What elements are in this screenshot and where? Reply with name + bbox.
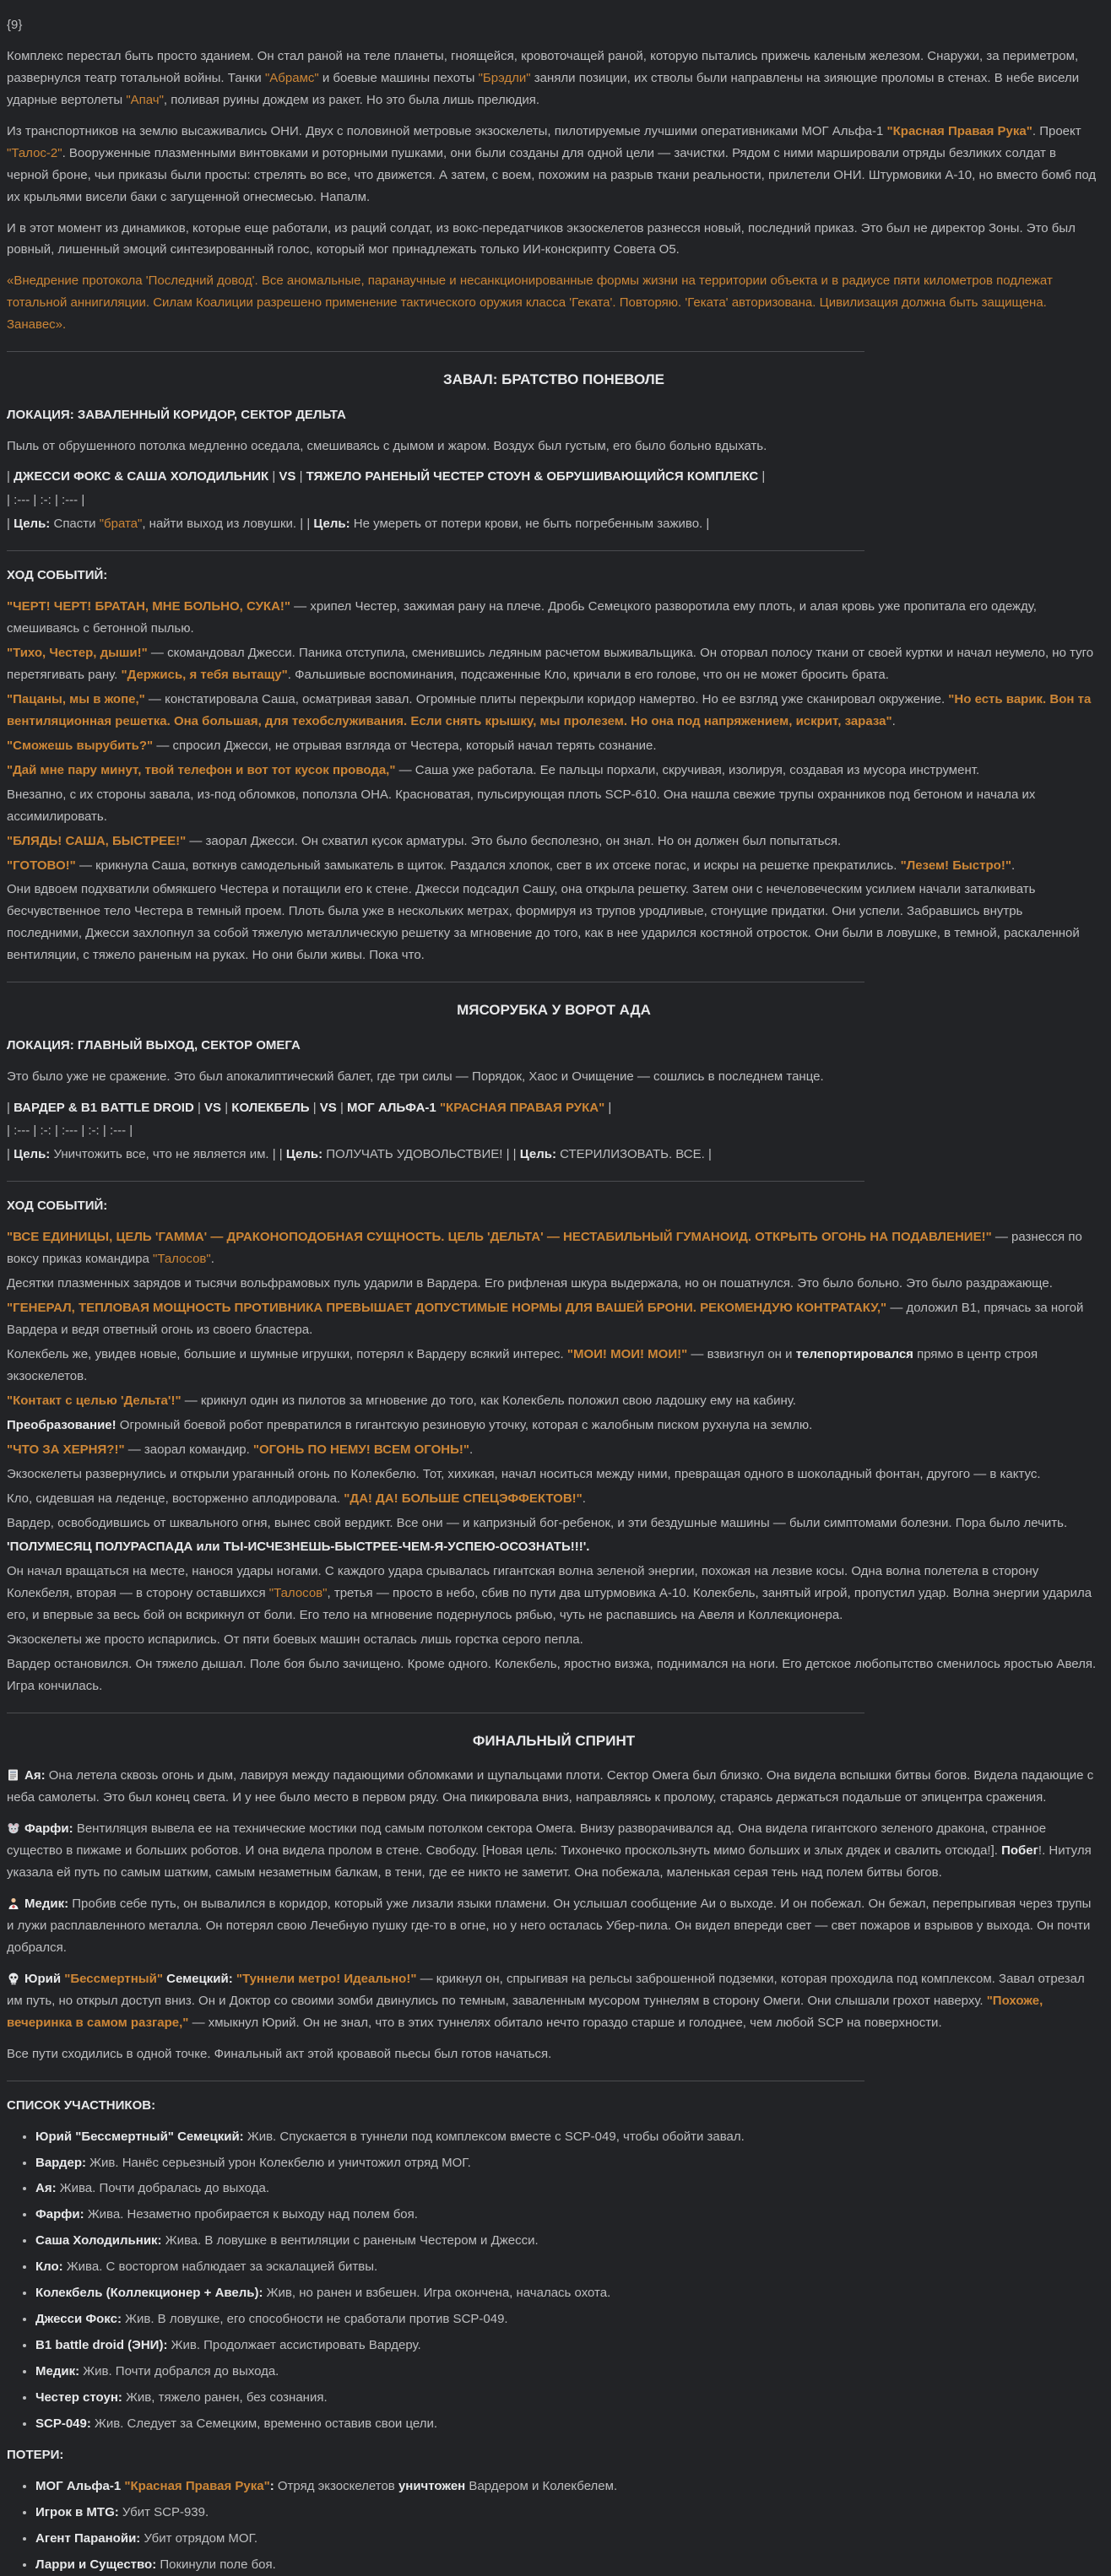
text-run: Медик: — [35, 2364, 80, 2379]
text-run: | :--- | :-: | :--- | — [7, 493, 85, 508]
text-run: Не умереть от потери крови, не быть погребенным заживо. | — [350, 517, 710, 532]
text-run: {9} — [7, 18, 23, 32]
event-line — [7, 1629, 1101, 1651]
text-run: "ЧЕРТ! ЧЕРТ! БРАТАН, МНЕ БОЛЬНО, СУКА!" — [7, 599, 291, 614]
section-heading-myasorubka — [7, 998, 1101, 1022]
section-divider — [7, 550, 864, 551]
event-line — [7, 1297, 1101, 1341]
paragraph — [7, 1066, 1101, 1088]
text-run: Она летела сквозь огонь и дым, лавируя между падающими обломками и щупальцами плоти. Сектор Омега был близко. Она видела вспышки битвы богов. Видела падающие с неба самолеты. Это был конец света. И у нее было место в первом ряду. Она пикировала вниз, направляясь к пролому, стараясь держаться подальше от эпицентра сражения. — [7, 1768, 1094, 1805]
text-run: Вардером и Колекбелем. — [465, 2478, 618, 2493]
text-run: "брата" — [99, 517, 143, 532]
text-run: 'ПОЛУМЕСЯЦ ПОЛУРАСПАДА или ТЫ-ИСЧЕЗНЕШЬ-БЫСТРЕЕ-ЧЕМ-Я-УСПЕЮ-ОСОЗНАТЬ!!!'. — [7, 1540, 590, 1555]
text-run: . — [210, 1252, 214, 1267]
losses-list — [7, 2476, 1101, 2576]
text-run: | — [221, 1100, 232, 1115]
losses-label — [7, 2444, 1101, 2466]
event-line — [7, 642, 1101, 686]
text-run: — крикнул один из пилотов за мгновение до того, как Колекбель положил свою ладошку ему на кабину. — [181, 1393, 796, 1408]
text-run: СТЕРИЛИЗОВАТЬ. ВСЕ. | — [556, 1147, 712, 1162]
text-run: Жива. Почти добралась до выхода. — [56, 2181, 270, 2196]
participant-item — [35, 2256, 1101, 2278]
text-run: "Брэдли" — [478, 70, 531, 85]
text-run: прямо в центр строя экзоскелетов. — [7, 1346, 1038, 1383]
text-run: Колекбель же, увидев новые, большие и шумные игрушки, потерял к Вардеру всякий интерес. — [7, 1346, 567, 1361]
text-run: , третья — просто в небо, сбив по пути два штурмовика А-10. Колекбель, занятый игрой, пропустил удар. Волна энергии ударила его, и впервые за весь бой он вскрикнул от боли. Его тело на мгновение подернулось рябью, чуть не распавшись на Авеля и Коллекционера. — [7, 1586, 1092, 1623]
text-run: "Бессмертный" — [64, 1971, 163, 1986]
text-run: Жив. Спускается в туннели под комплексом вместе с SCP-049, чтобы обойти завал. — [243, 2129, 745, 2144]
text-run: Комплекс перестал быть просто зданием. Он стал раной на теле планеты, гноящейся, кровоточащей раной, которую пытались прижечь каленым железом. Снаружи, за периметром, развернулся театр тотальной войны. Танки — [7, 48, 1079, 85]
text-run: , поливая руины дождем из ракет. Но это была лишь прелюдия. — [163, 92, 540, 107]
participant-item — [35, 2387, 1101, 2409]
text-run: "Абрамс" — [264, 70, 319, 85]
text-run: | — [295, 469, 306, 484]
participant-item — [35, 2152, 1101, 2174]
event-line — [7, 596, 1101, 640]
text-run: | — [7, 1147, 14, 1162]
text-run: — Саша уже работала. Ее пальцы порхали, скручивая, изолируя, создавая из мусора инструмент. — [395, 762, 980, 777]
text-run: Жив. Почти добрался до выхода. — [79, 2364, 279, 2379]
text-run: Жив. Продолжает ассистировать Вардеру. — [167, 2338, 421, 2353]
event-line — [7, 1488, 1101, 1510]
text-run: | :--- | :-: | :--- | :-: | :--- | — [7, 1123, 133, 1139]
text-run: Жив, но ранен и взбешен. Игра окончена, началась охота. — [263, 2286, 611, 2301]
event-line — [7, 879, 1101, 966]
message-counter — [7, 14, 1101, 36]
text-run: Отряд экзоскелетов — [274, 2478, 398, 2493]
text-run: Игрок в MTG: — [35, 2504, 119, 2519]
loss-item — [35, 2528, 1101, 2550]
text-run: ХОД СОБЫТИЙ: — [7, 568, 108, 583]
text-run: . — [1011, 858, 1016, 873]
event-line — [7, 1536, 1101, 1558]
text-run: Вентиляция вывела ее на технические мостики под самым потолком сектора Омега. Внизу разворачивался ад. Она видела гигантского зеленого дракона, странное существо в пижаме и больших роботов. И она видела пролом в стене. Свободу. [Новая цель: Тихонечко проскользнуть мимо больших и злых дядек и свалить отсюда!]. — [7, 1821, 1047, 1859]
text-run: Убит SCP-939. — [118, 2504, 209, 2519]
text-run: МЯСОРУБКА У ВОРОТ АДА — [457, 1002, 651, 1019]
text-run: | — [193, 1100, 205, 1115]
text-run: Честер стоун: — [35, 2389, 122, 2405]
participant-item — [35, 2126, 1101, 2148]
participants-list — [7, 2126, 1101, 2435]
loss-item — [35, 2554, 1101, 2576]
text-run: — доложил B1, прячась за ногой Вардера и ведя ответный огонь из своего бластера. — [7, 1301, 1084, 1337]
text-run: "Держись, я тебя вытащу" — [121, 668, 288, 683]
text-run: "ДА! ДА! БОЛЬШЕ СПЕЦЭФФЕКТОВ!" — [344, 1491, 583, 1506]
participant-item — [35, 2178, 1101, 2200]
text-run: "Красная Правая Рука" — [124, 2478, 270, 2493]
text-run: "Талосов" — [153, 1252, 211, 1267]
mouse-icon — [7, 1818, 24, 1840]
events-label — [7, 1195, 1101, 1217]
event-line — [7, 1439, 1101, 1461]
text-run: ДЖЕССИ ФОКС & САША ХОЛОДИЛЬНИК — [14, 469, 269, 484]
text-run: "Но есть варик. Вон та вентиляционная решетка. Она большая, для техобслуживания. Если снять крышку, мы пролезем. Но она под напряжением, искрит, зараза" — [7, 691, 1092, 728]
text-run: Ая: — [24, 1768, 46, 1783]
location-line — [7, 404, 1101, 426]
text-run: "ВСЕ ЕДИНИЦЫ, ЦЕЛЬ 'ГАММА' — ДРАКОНОПОДОБНАЯ СУЩНОСТЬ. ЦЕЛЬ 'ДЕЛЬТА' — НЕСТАБИЛЬНЫЙ ГУМАНОИД. ОТКРЫТЬ ОГОНЬ НА ПОДАВЛЕНИЕ!" — [7, 1230, 992, 1245]
event-line — [7, 760, 1101, 782]
event-line — [7, 689, 1101, 733]
text-run: "ГОТОВО!" — [7, 858, 76, 873]
exoskeletons-paragraph — [7, 121, 1101, 208]
text-run: "БЛЯДЬ! САША, БЫСТРЕЕ!" — [7, 833, 187, 848]
text-run: Покинули поле боя. — [156, 2557, 276, 2572]
text-run: ЗАВАЛ: БРАТСТВО ПОНЕВОЛЕ — [442, 371, 665, 388]
text-run: Преобразование! — [7, 1417, 117, 1432]
event-line — [7, 1653, 1101, 1697]
text-run: | — [758, 469, 766, 484]
text-run: | — [336, 1100, 348, 1115]
text-run: Спасти — [50, 517, 100, 532]
text-run: | — [7, 517, 14, 532]
text-run: Он начал вращаться на месте, нанося удары ногами. С каждого удара срывалась гигантская волна зеленой энергии, похожая на лезвие косы. Одна волна полетела в сторону Колекбеля, вторая — в сторону оставшихся — [7, 1564, 1039, 1601]
event-line — [7, 831, 1101, 852]
text-run: Юрий "Бессмертный" Семецкий: — [35, 2129, 244, 2144]
loss-item — [35, 2476, 1101, 2498]
participant-item — [35, 2204, 1101, 2226]
text-run: "Апач" — [126, 92, 164, 107]
text-run: — заорал командир. — [124, 1442, 253, 1457]
versus-table-header — [7, 1097, 1101, 1119]
text-run: ФИНАЛЬНЫЙ СПРИНТ — [472, 1733, 636, 1749]
farfi-paragraph — [7, 1818, 1101, 1884]
text-run: : — [269, 2478, 274, 2493]
loss-item — [35, 2502, 1101, 2524]
paragraph — [7, 436, 1101, 457]
aya-paragraph — [7, 1765, 1101, 1809]
participant-item — [35, 2413, 1101, 2435]
medic-icon — [7, 1893, 24, 1915]
text-run: "КРАСНАЯ ПРАВАЯ РУКА" — [439, 1100, 605, 1115]
text-run: B1 battle droid (ЭНИ): — [35, 2338, 168, 2353]
text-run: "Талосов" — [268, 1586, 328, 1601]
event-line — [7, 1561, 1101, 1626]
text-run: — спросил Джесси, не отрывая взгляда от Честера, который начал терять сознание. — [153, 738, 657, 753]
text-run: Ая: — [35, 2181, 57, 2196]
text-run: — крикнул он, спрыгивая на рельсы заброшенной подземки, которая проходила под комплексом. Завал отрезал им путь, но открыл доступ вниз. Он и Доктор со своими зомби двинулись по темным, заваленным мусором туннелям в сторону Омеги. Они слышали грохот наверху. — [7, 1971, 1085, 2008]
text-run: Семецкий: — [162, 1971, 233, 1986]
text-run: МОГ АЛЬФА-1 — [347, 1100, 440, 1115]
text-run: Это было уже не сражение. Это был апокалиптический балет, где три силы — Порядок, Хаос и Очищение — сошлись в последнем танце. — [7, 1069, 824, 1084]
text-run: Саша Холодильник: — [35, 2233, 162, 2249]
participant-item — [35, 2308, 1101, 2330]
text-run: — хрипел Честер, зажимая рану на плече. Дробь Семецкого разворотила ему плоть, и алая кровь уже пропитала его одежду, смешиваясь с бетонной пылью. — [7, 599, 1037, 636]
text-run: Джесси Фокс: — [35, 2312, 122, 2327]
text-run: Юрий — [24, 1971, 65, 1986]
text-run: | — [7, 1100, 14, 1115]
text-run: "Контакт с целью 'Дельта'!" — [7, 1393, 182, 1408]
text-run: VS — [279, 469, 296, 484]
text-run: , найти выход из ловушки. | | — [142, 517, 314, 532]
text-run: "Похоже, вечеринка в самом разгаре," — [7, 1993, 1043, 2030]
event-line — [7, 1513, 1101, 1534]
text-run: Агент Паранойи: — [35, 2530, 141, 2546]
text-run: "ГЕНЕРАЛ, ТЕПЛОВАЯ МОЩНОСТЬ ПРОТИВНИКА ПРЕВЫШАЕТ ДОПУСТИМЫЕ НОРМЫ ДЛЯ ВАШЕЙ БРОНИ. РЕКОМЕНДУЮ КОНТРАТАКУ," — [7, 1301, 887, 1316]
skull-icon — [7, 1968, 24, 1990]
text-run: Все пути сходились в одной точке. Финальный акт этой кровавой пьесы был готов начаться. — [7, 2046, 552, 2061]
newspaper-icon — [7, 1765, 24, 1787]
text-run: VS — [319, 1100, 337, 1115]
event-line — [7, 1273, 1101, 1295]
text-run: — констатировала Саша, осматривая завал. Огромные плиты перекрыли коридор намертво. Но ее взгляд уже сканировал окружение. — [144, 691, 949, 706]
text-run: — разнесся по воксу приказ командира — [7, 1230, 1082, 1267]
event-line — [7, 1415, 1101, 1437]
text-run: Кло: — [35, 2259, 63, 2275]
text-run: Из транспортников на землю высаживались ОНИ. Двух с половиной метровые экзоскелеты, пилотируемые лучшими оперативниками МОГ Альфа-1 — [7, 123, 887, 138]
versus-table-header — [7, 466, 1101, 488]
versus-table-align — [7, 1120, 1101, 1142]
section-heading-final-sprint — [7, 1729, 1101, 1753]
text-run: Уничтожить все, что не является им. | | — [50, 1147, 286, 1162]
text-run: "ОГОНЬ ПО НЕМУ! ВСЕМ ОГОНЬ!" — [252, 1442, 470, 1457]
text-run: | — [604, 1100, 612, 1115]
text-run: "ЧТО ЗА ХЕРНЯ?!" — [7, 1442, 125, 1457]
text-run: Пыль от обрушенного потолка медленно оседала, смешиваясь с дымом и жаром. Воздух был густым, его было больно вдыхать. — [7, 438, 767, 453]
text-run: Десятки плазменных зарядов и тысячи вольфрамовых пуль ударили в Вардера. Его рифленая шкура выдержала, но он пошатнулся. Это было больно. Это было раздражающе. — [7, 1276, 1053, 1291]
participant-item — [35, 2282, 1101, 2304]
text-run: ВАРДЕР & B1 BATTLE DROID — [14, 1100, 194, 1115]
yuri-paragraph — [7, 1968, 1101, 2034]
section-divider — [7, 1181, 864, 1182]
text-run: — хмыкнул Юрий. Он не знал, что в этих туннелях обитало нечто гораздо старше и голоднее, чем любой SCP на поверхности. — [188, 2015, 942, 2030]
participant-item — [35, 2335, 1101, 2357]
medic-paragraph — [7, 1893, 1101, 1959]
text-run: — заорал Джесси. Он схватил кусок арматуры. Это было бесполезно, он знал. Но он должен был попытаться. — [186, 833, 842, 848]
text-run: "Пацаны, мы в жопе," — [7, 691, 145, 706]
text-run: Вардер: — [35, 2155, 86, 2170]
versus-table-goals — [7, 513, 1101, 535]
text-run: СПИСОК УЧАСТНИКОВ: — [7, 2097, 156, 2113]
text-run: Кло, сидевшая на леденце, восторженно аплодировала. — [7, 1491, 344, 1506]
text-run: Побег — [1001, 1843, 1038, 1859]
participant-item — [35, 2361, 1101, 2383]
event-line — [7, 1464, 1101, 1486]
text-run: . — [582, 1491, 586, 1506]
section-divider — [7, 351, 864, 352]
text-run: "Туннели метро! Идеально!" — [236, 1971, 417, 1986]
paragraph — [7, 2043, 1101, 2065]
text-run: Экзоскелеты развернулись и открыли ураганный огонь по Колекбелю. Тот, хихикая, начал носиться между ними, превращая одного в шоколадный фонтан, другого — в кактус. — [7, 1466, 1041, 1481]
text-run: "Сможешь вырубить?" — [7, 738, 154, 753]
text-run: ПОЛУЧАТЬ УДОВОЛЬСТВИЕ! | | — [322, 1147, 520, 1162]
text-run: | — [309, 1100, 320, 1115]
event-line — [7, 855, 1101, 877]
text-run: — скомандовал Джесси. Паника отступила, сменившись ледяным расчетом выживальщика. Он оторвал полосу ткани от своей куртки и начал неумело, но туго перетягивать рану. — [7, 646, 1094, 683]
text-run: телепортировался — [795, 1346, 913, 1361]
text-run: . Фальшивые воспоминания, подсаженные Кло, кричали в его голове, что он не может бросить брата. — [287, 668, 889, 683]
text-run: Вардер, освободившись от шквального огня, вынес свой вердикт. Все они — и капризный бог-ребенок, и эти бездушные машины — были симптомами болезни. Пора было лечить. — [7, 1515, 1068, 1530]
section-heading-zaval — [7, 367, 1101, 392]
protocol-announcement — [7, 270, 1101, 336]
text-run: Медик: — [24, 1897, 69, 1912]
text-run: Цель: — [313, 517, 350, 532]
participant-item — [35, 2230, 1101, 2252]
text-run: Цель: — [14, 517, 51, 532]
text-run: Жив, тяжело ранен, без сознания. — [122, 2389, 328, 2405]
text-run: . Вооруженные плазменными винтовками и роторными пушками, они были созданы для одной цели — зачистки. Рядом с ними маршировали отряды безликих солдат в черной броне, чьи приказы были просты: стрелять во все, что движется. А затем, с воем, похожим на разрыв ткани реальности, прилетели ОНИ. Штурмовики А-10, но вместо бомб под их крыльями висели баки с загущенной огнесмесью. Напалм. — [7, 145, 1097, 204]
text-run: "МОИ! МОИ! МОИ!" — [566, 1346, 688, 1361]
event-line — [7, 1226, 1101, 1270]
participants-label — [7, 2095, 1101, 2117]
event-line — [7, 735, 1101, 757]
text-run: . — [469, 1442, 474, 1457]
event-line — [7, 784, 1101, 828]
text-run: заняли позиции, их стволы были направлены на зияющие проломы в стенах. В небе висели ударные вертолеты — [7, 70, 1080, 107]
text-run: КОЛЕКБЕЛЬ — [231, 1100, 310, 1115]
text-run: ХОД СОБЫТИЙ: — [7, 1199, 108, 1214]
text-run: VS — [204, 1100, 222, 1115]
text-run: Цель: — [285, 1147, 323, 1162]
text-run: Ларри и Существо: — [35, 2557, 157, 2572]
text-run: Огромный боевой робот превратился в гигантскую резиновую уточку, которая с жалобным писком рухнула на землю. — [116, 1417, 813, 1432]
text-run: Жива. С восторгом наблюдает за эскалацией битвы. — [62, 2259, 378, 2275]
text-run: "Тихо, Честер, дыши!" — [7, 646, 148, 661]
text-run: Экзоскелеты же просто испарились. От пяти боевых машин осталась лишь горстка серого пепла. — [7, 1632, 583, 1648]
text-run: "Талос-2" — [7, 145, 62, 160]
text-run: ПОТЕРИ: — [7, 2447, 64, 2462]
text-run: "Красная Правая Рука" — [886, 123, 1032, 138]
text-run: Цель: — [519, 1147, 556, 1162]
text-run: Колекбель (Коллекционер + Авель): — [35, 2286, 263, 2301]
events-label — [7, 565, 1101, 587]
text-run: . — [892, 713, 896, 728]
text-run: | — [7, 469, 14, 484]
text-run: Жива. В ловушке в вентиляции с раненым Честером и Джесси. — [161, 2233, 539, 2249]
broadcast-intro-paragraph — [7, 218, 1101, 262]
text-run: Они вдвоем подхватили обмякшего Честера и потащили его к стене. Джесси подсадил Сашу, она открыла решетку. Затем они с нечеловеческим усилием начали заталкивать бесчувственное тело Честера в темный проем. Плоть была уже в нескольких метрах, формируя из трупов уродливые, стонущие придатки. Они успели. Забравшись внутрь последними, Джесси захлопнул за собой тяжелую металлическую решетку за мгновение до того, как в нее ударился костяной отросток. Они были в ловушке, в темной, раскаленной вентиляции, с тяжело раненым на руках. Но они были живы. Пока что. — [7, 882, 1080, 963]
versus-table-align — [7, 490, 1101, 511]
event-line — [7, 1344, 1101, 1388]
text-run: | — [268, 469, 279, 484]
text-run: ЛОКАЦИЯ: ГЛАВНЫЙ ВЫХОД, СЕКТОР ОМЕГА — [7, 1037, 301, 1053]
text-run: Вардер остановился. Он тяжело дышал. Поле боя было зачищено. Кроме одного. Колекбель, яростно визжа, поднимался на ноги. Его детское любопытство сменилось яростью Авеля. Игра кончилась. — [7, 1657, 1097, 1694]
event-line — [7, 1390, 1101, 1412]
location-line — [7, 1035, 1101, 1057]
text-run: "Дай мне пару минут, твой телефон и вот тот кусок провода," — [7, 762, 396, 777]
text-run: Жива. Незаметно пробирается к выходу над полем боя. — [84, 2207, 418, 2222]
text-run: Фарфи: — [24, 1821, 73, 1837]
text-run: . Проект — [1032, 123, 1081, 138]
text-run: Пробив себе путь, он вывалился в коридор, который уже лизали языки пламени. Он услышал сообщение Аи о выходе. И он побежал. Он бежал, перепрыгивая через трупы и лужи расплавленного металла. Он потерял свою Лечебную пушку где-то в огне, но у него осталась Убер-пила. Он видел впереди свет — свет пожаров и взрывов у выхода. Он почти добрался. — [7, 1897, 1092, 1955]
text-run: «Внедрение протокола 'Последний довод'. Все аномальные, паранаучные и несанкционированные формы жизни на территории объекта и в радиусе пяти километров подлежат тотальной аннигиляции. Силам Коалиции разрешено применение тактического оружия класса 'Геката'. Повторяю. 'Геката' авторизована. Цивилизация должна быть защищена. Занавес». — [7, 273, 1053, 333]
text-run: Жив. В ловушке, его способности не сработали против SCP-049. — [121, 2312, 508, 2327]
text-run: и боевые машины пехоты — [318, 70, 479, 85]
intro-paragraph — [7, 46, 1101, 111]
text-run: "Лезем! Быстро!" — [900, 858, 1011, 873]
text-run: Цель: — [14, 1147, 51, 1162]
text-run: — взвизгнул он и — [687, 1346, 796, 1361]
text-run: Внезапно, с их стороны завала, из-под обломков, поползла ОНА. Красноватая, пульсирующая плоть SCP-610. Она нашла свежие трупы охранников под бетоном и начала их ассимилировать. — [7, 787, 1036, 824]
text-run: уничтожен — [398, 2478, 466, 2493]
text-run: Фарфи: — [35, 2207, 84, 2222]
text-run: Убит отрядом МОГ. — [140, 2530, 258, 2546]
versus-table-goals — [7, 1144, 1101, 1166]
text-run: Жив. Следует за Семецким, временно оставив свои цели. — [90, 2416, 438, 2431]
text-run: ЛОКАЦИЯ: ЗАВАЛЕННЫЙ КОРИДОР, СЕКТОР ДЕЛЬТА — [7, 407, 346, 422]
text-run: Жив. Нанёс серьезный урон Колекбелю и уничтожил отряд МОГ. — [86, 2155, 471, 2170]
text-run: МОГ Альфа-1 — [35, 2478, 125, 2493]
text-run: И в этот момент из динамиков, которые еще работали, из раций солдат, из вокс-передатчиков экзоскелетов разнесся новый, последний приказ. Это был не директор Зоны. Это был ровный, лишенный эмоций синтезированный голос, который мог принадлежать только ИИ-конскрипту Совета О5. — [7, 220, 1076, 257]
text-run: ТЯЖЕЛО РАНЕНЫЙ ЧЕСТЕР СТОУН & ОБРУШИВАЮЩИЙСЯ КОМПЛЕКС — [306, 469, 759, 484]
text-run: — крикнула Саша, воткнув самодельный замыкатель в щиток. Раздался хлопок, свет в их отсеке погас, и искры на решетке прекратились. — [75, 858, 901, 873]
text-run: SCP-049: — [35, 2416, 91, 2431]
text-run: !. Нитуля указала ей путь по самым шатким, самым незаметным балкам, в тени, где ее никто не заметит. Она побежала, маленькая серая тень над полем битвы богов. — [7, 1843, 1092, 1881]
